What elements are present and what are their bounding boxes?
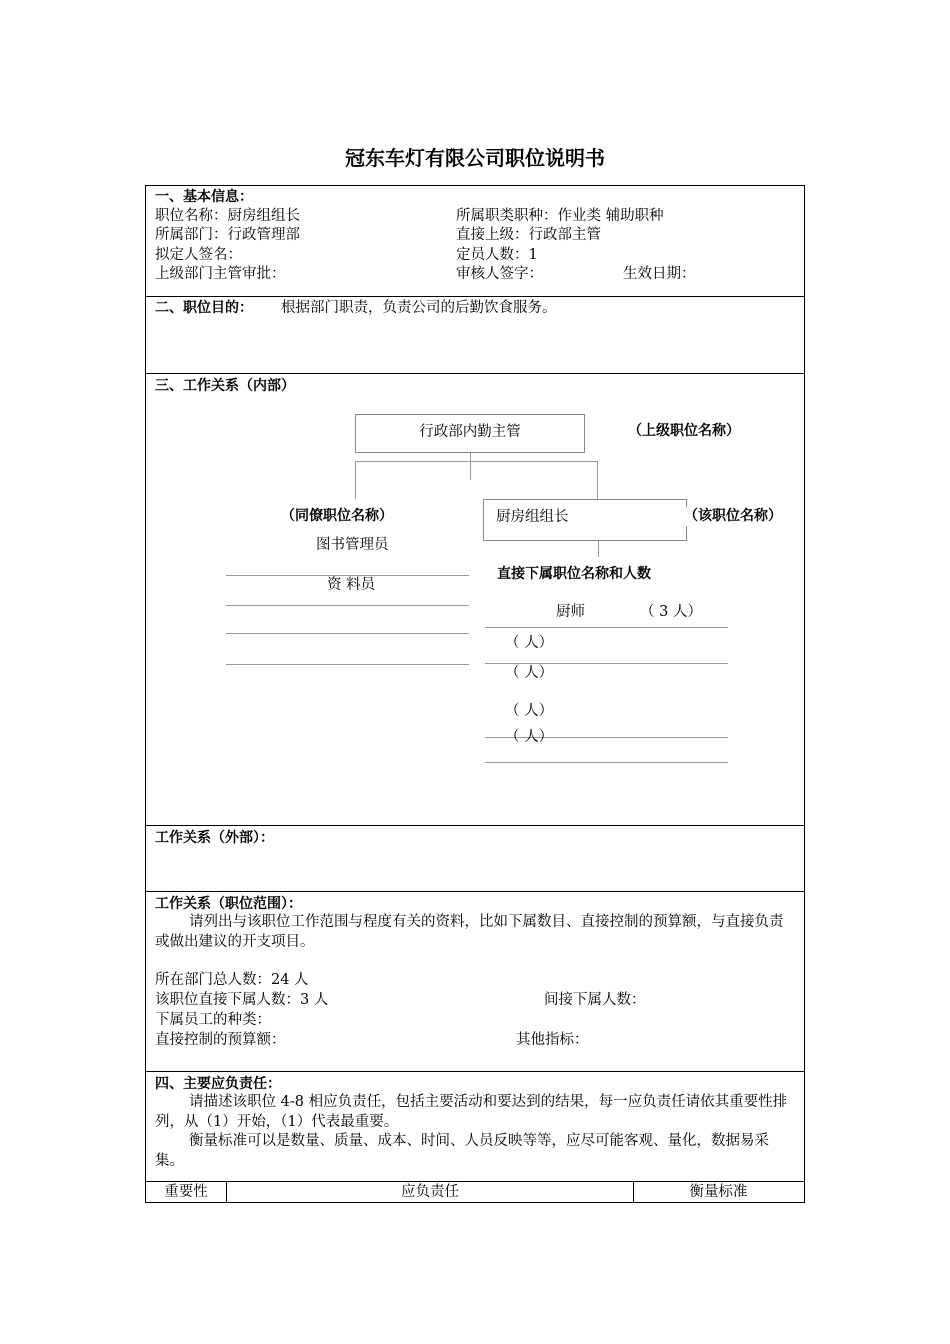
page-title: 冠东车灯有限公司职位说明书 [345, 146, 605, 170]
duties-instruction: 衡量标准可以是数量、质量、成本、时间、人员反映等等，应尽可能客观、量化，数据易采集。 [155, 1133, 769, 1169]
subordinate-line [485, 627, 728, 628]
reviewer-signature: 审核人签字： [456, 266, 543, 282]
other-indicators: 其他指标： [516, 1032, 589, 1048]
direct-supervisor: 直接上级：行政部主管 [456, 227, 601, 243]
org-connector [355, 461, 598, 462]
scope-instruction: 请列出与该职位工作范围与程度有关的资料，比如下属数目、直接控制的预算额，与直接负责或做出建议的开支项目。 [155, 914, 784, 950]
scope-heading: 工作关系（职位范围）： [155, 896, 302, 912]
superior-position: 行政部内勤主管 [419, 424, 521, 440]
peer-line [226, 664, 469, 665]
purpose-heading: 二、职位目的： [155, 300, 253, 316]
external-heading: 工作关系（外部）： [155, 830, 274, 846]
headcount: 定员人数：1 [456, 247, 538, 263]
divider-external [145, 891, 805, 892]
subordinate-count: （ 3 人） [640, 604, 702, 620]
column-header-importance: 重要性 [164, 1184, 208, 1200]
column-header-standard: 衡量标准 [689, 1184, 748, 1200]
peer-position: 图书管理员 [316, 537, 389, 553]
subordinates-heading: 直接下属职位名称和人数 [497, 566, 651, 582]
org-connector [597, 461, 598, 499]
subordinate-blank: （ 人） [505, 729, 554, 745]
internal-heading: 三、工作关系（内部） [155, 378, 295, 394]
divider-internal [145, 825, 805, 826]
subordinate-line [485, 762, 728, 763]
self-position-box [483, 499, 687, 541]
form-frame [145, 185, 805, 1203]
basic-heading: 一、基本信息： [155, 189, 253, 205]
position-category: 所属职类职种：作业类 辅助职种 [456, 208, 664, 224]
position-name: 职位名称：厨房组组长 [155, 208, 300, 224]
org-connector [355, 461, 356, 499]
subordinate-blank: （ 人） [505, 703, 554, 719]
duties-instruction: 请描述该职位 4-8 相应负责任，包括主要活动和要达到的结果，每一应负责任请依其重要性排列，从（1）开始，（1）代表最重要。 [155, 1094, 788, 1130]
peer-label: （同僚职位名称） [281, 508, 393, 524]
divider-basic [145, 296, 805, 297]
self-position: 厨房组组长 [496, 509, 569, 525]
subordinate-name: 厨师 [556, 604, 585, 620]
superior-label: （上级职位名称） [628, 423, 740, 439]
divider-purpose [145, 373, 805, 374]
subordinate-blank: （ 人） [505, 635, 554, 651]
column-header-responsibility: 应负责任 [401, 1184, 459, 1200]
subordinate-blank: （ 人） [505, 665, 554, 681]
dept-total: 所在部门总人数：24 人 [155, 972, 309, 988]
superior-position-box [355, 414, 585, 453]
direct-subordinates: 该职位直接下属人数：3 人 [155, 992, 329, 1008]
subordinate-types: 下属员工的种类： [155, 1012, 271, 1028]
duties-heading: 四、主要应负责任： [155, 1076, 281, 1092]
department: 所属部门：行政管理部 [155, 227, 300, 243]
peer-position: 资 料员 [327, 577, 376, 593]
self-label: （该职位名称） [684, 507, 786, 526]
indirect-subordinates: 间接下属人数： [544, 992, 646, 1008]
dept-approval: 上级部门主管审批： [155, 266, 286, 282]
purpose-text: 根据部门职责，负责公司的后勤饮食服务。 [281, 300, 557, 316]
peer-line [226, 633, 469, 634]
effective-date: 生效日期： [623, 266, 696, 282]
peer-line [226, 605, 469, 606]
drafter-signature: 拟定人签名： [155, 247, 242, 263]
divider-scope [145, 1071, 805, 1072]
divider-duties-header [145, 1181, 805, 1182]
budget: 直接控制的预算额： [155, 1032, 286, 1048]
